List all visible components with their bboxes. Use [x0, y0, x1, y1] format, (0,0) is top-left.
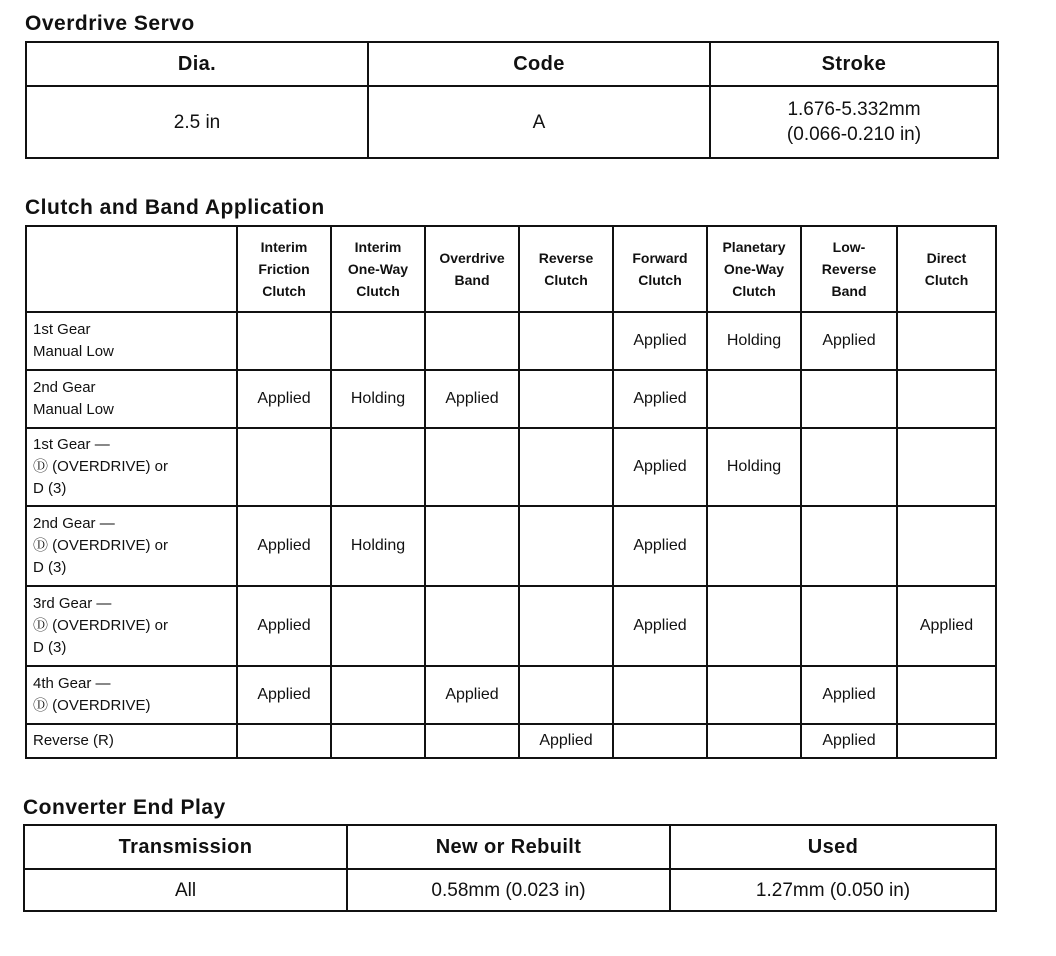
- cell-interim-friction-clutch: [237, 428, 331, 506]
- cell-interim-friction-clutch: Applied: [237, 506, 331, 586]
- header-forward-clutch: [613, 226, 707, 312]
- header-low-reverse-band: [801, 226, 897, 312]
- table-row: [26, 586, 996, 666]
- header-line: One-Way: [723, 261, 785, 277]
- header-line: Friction: [258, 261, 310, 277]
- cell-direct-clutch: [897, 312, 996, 370]
- cell-direct-clutch: [897, 666, 996, 724]
- cell-planetary-one-way-clutch: [707, 724, 801, 758]
- cell-forward-clutch: Applied: [613, 506, 707, 586]
- gear-label: [26, 312, 237, 370]
- header-line: Reverse: [538, 250, 594, 266]
- gear-label-line: 1st Gear: [33, 321, 91, 338]
- gear-label: [26, 428, 237, 506]
- cell-interim-one-way-clutch: Holding: [331, 370, 425, 428]
- cell-planetary-one-way-clutch: [707, 506, 801, 586]
- gear-label-line: 1st Gear —: [33, 436, 110, 453]
- cell-planetary-one-way-clutch: Holding: [707, 428, 801, 506]
- table-row: [26, 428, 996, 506]
- cell-interim-friction-clutch: [237, 724, 331, 758]
- header-line: Clutch: [924, 272, 969, 288]
- cell-interim-one-way-clutch: Holding: [331, 506, 425, 586]
- cell-interim-one-way-clutch: [331, 428, 425, 506]
- cell-planetary-one-way-clutch: [707, 666, 801, 724]
- servo-header-dia: Dia.: [26, 42, 368, 86]
- cell-forward-clutch: Applied: [613, 428, 707, 506]
- header-line: Planetary: [722, 239, 786, 255]
- cell-forward-clutch: Applied: [613, 312, 707, 370]
- header-line: Clutch: [732, 283, 776, 299]
- servo-table: [25, 41, 999, 159]
- header-planetary-one-way-clutch: [707, 226, 801, 312]
- header-line: Reverse: [821, 261, 877, 277]
- servo-code-value: A: [368, 86, 710, 158]
- table-row: [26, 312, 996, 370]
- cell-direct-clutch: [897, 724, 996, 758]
- cell-forward-clutch: [613, 666, 707, 724]
- gear-label-line: Reverse (R): [33, 732, 114, 749]
- end-play-header-new-rebuilt: New or Rebuilt: [347, 825, 670, 869]
- cell-low-reverse-band: Applied: [801, 666, 897, 724]
- cell-overdrive-band: Applied: [425, 370, 519, 428]
- table-row: [26, 370, 996, 428]
- gear-label-line: D (3): [33, 480, 67, 497]
- cell-overdrive-band: [425, 312, 519, 370]
- header-line: Forward: [632, 250, 688, 266]
- gear-label-line: Ⓓ (OVERDRIVE) or: [33, 617, 169, 634]
- header-line: Interim: [260, 239, 308, 255]
- cell-interim-one-way-clutch: [331, 724, 425, 758]
- cell-reverse-clutch: [519, 666, 613, 724]
- header-line: One-Way: [347, 261, 409, 277]
- gear-label-line: 3rd Gear —: [33, 595, 112, 612]
- gear-label-line: Ⓓ (OVERDRIVE) or: [33, 537, 169, 554]
- end-play-table: [23, 824, 997, 912]
- gear-label-line: Manual Low: [33, 343, 114, 360]
- servo-header-stroke: Stroke: [710, 42, 998, 86]
- cell-overdrive-band: Applied: [425, 666, 519, 724]
- gear-label-line: Manual Low: [33, 401, 114, 418]
- cell-interim-friction-clutch: [237, 312, 331, 370]
- end-play-used-value: 1.27mm (0.050 in): [670, 869, 996, 911]
- servo-title: Overdrive Servo: [25, 12, 195, 35]
- header-line: Overdrive: [439, 250, 505, 266]
- cell-reverse-clutch: [519, 428, 613, 506]
- cell-overdrive-band: [425, 724, 519, 758]
- cell-overdrive-band: [425, 506, 519, 586]
- cell-planetary-one-way-clutch: [707, 370, 801, 428]
- cell-planetary-one-way-clutch: [707, 586, 801, 666]
- clutch-band-table: [25, 225, 997, 759]
- cell-interim-one-way-clutch: [331, 666, 425, 724]
- cell-interim-one-way-clutch: [331, 586, 425, 666]
- gear-label: [26, 666, 237, 724]
- gear-label-line: 2nd Gear —: [33, 515, 115, 532]
- cell-low-reverse-band: [801, 370, 897, 428]
- header-interim-friction-clutch: [237, 226, 331, 312]
- cell-low-reverse-band: Applied: [801, 312, 897, 370]
- header-reverse-clutch: [519, 226, 613, 312]
- cell-overdrive-band: [425, 428, 519, 506]
- servo-header-code: Code: [368, 42, 710, 86]
- cell-reverse-clutch: [519, 586, 613, 666]
- cell-low-reverse-band: [801, 586, 897, 666]
- cell-reverse-clutch: [519, 312, 613, 370]
- cell-direct-clutch: [897, 428, 996, 506]
- header-line: Direct: [926, 250, 967, 266]
- gear-label-line: D (3): [33, 559, 67, 576]
- end-play-transmission-value: All: [24, 869, 347, 911]
- cell-forward-clutch: Applied: [613, 586, 707, 666]
- table-row: [26, 724, 996, 758]
- header-line: Interim: [354, 239, 402, 255]
- header-interim-one-way-clutch: [331, 226, 425, 312]
- cell-planetary-one-way-clutch: Holding: [707, 312, 801, 370]
- cell-direct-clutch: [897, 370, 996, 428]
- cell-forward-clutch: [613, 724, 707, 758]
- cell-interim-friction-clutch: Applied: [237, 370, 331, 428]
- cell-reverse-clutch: [519, 506, 613, 586]
- header-line: Clutch: [638, 272, 682, 288]
- cell-interim-one-way-clutch: [331, 312, 425, 370]
- gear-label-line: D (3): [33, 639, 67, 656]
- cell-low-reverse-band: [801, 428, 897, 506]
- servo-stroke-mm: 1.676-5.332mm: [787, 99, 921, 120]
- servo-stroke-value: [710, 86, 998, 158]
- header-line: Low-: [832, 239, 866, 255]
- gear-label-line: Ⓓ (OVERDRIVE) or: [33, 458, 169, 475]
- header-direct-clutch: [897, 226, 996, 312]
- table-row: [26, 506, 996, 586]
- cell-low-reverse-band: Applied: [801, 724, 897, 758]
- cell-interim-friction-clutch: Applied: [237, 586, 331, 666]
- cell-direct-clutch: [897, 506, 996, 586]
- end-play-title: Converter End Play: [23, 796, 226, 819]
- cell-direct-clutch: Applied: [897, 586, 996, 666]
- header-overdrive-band: [425, 226, 519, 312]
- cell-interim-friction-clutch: Applied: [237, 666, 331, 724]
- cell-low-reverse-band: [801, 506, 897, 586]
- gear-label: [26, 370, 237, 428]
- gear-label-line: 4th Gear —: [33, 675, 111, 692]
- header-line: Clutch: [544, 272, 588, 288]
- header-line: Clutch: [356, 283, 400, 299]
- gear-label-line: Ⓓ (OVERDRIVE): [33, 697, 151, 714]
- header-line: Clutch: [262, 283, 306, 299]
- table-row: [26, 666, 996, 724]
- gear-label: [26, 724, 237, 758]
- servo-stroke-in: (0.066-0.210 in): [786, 124, 922, 145]
- end-play-header-used: Used: [670, 825, 996, 869]
- end-play-header-transmission: Transmission: [24, 825, 347, 869]
- clutch-band-title: Clutch and Band Application: [25, 196, 325, 219]
- clutch-band-header-row: [26, 226, 996, 312]
- gear-header-blank: [26, 226, 237, 312]
- end-play-new-rebuilt-value: 0.58mm (0.023 in): [347, 869, 670, 911]
- gear-label: [26, 506, 237, 586]
- gear-label-line: 2nd Gear: [33, 379, 96, 396]
- header-line: Band: [454, 272, 490, 288]
- cell-overdrive-band: [425, 586, 519, 666]
- header-line: Band: [831, 283, 867, 299]
- servo-dia-value: 2.5 in: [26, 86, 368, 158]
- cell-reverse-clutch: Applied: [519, 724, 613, 758]
- cell-forward-clutch: Applied: [613, 370, 707, 428]
- gear-label: [26, 586, 237, 666]
- cell-reverse-clutch: [519, 370, 613, 428]
